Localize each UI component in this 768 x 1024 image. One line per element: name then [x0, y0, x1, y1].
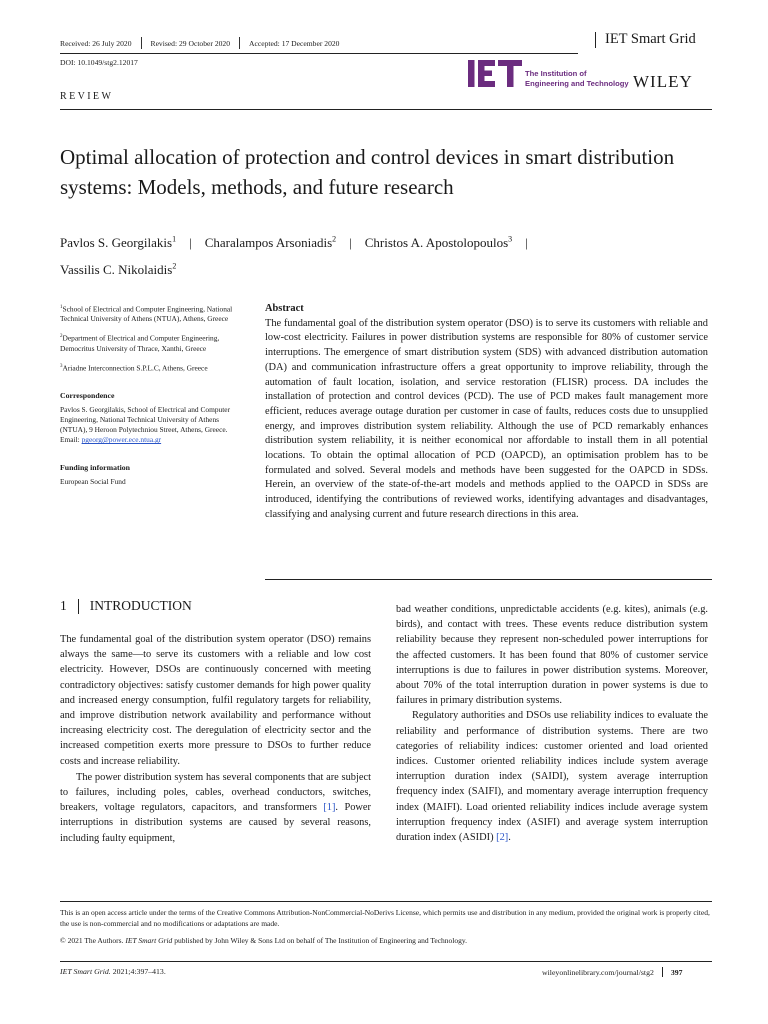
section-label: REVIEW [60, 91, 114, 102]
affiliation: $^1$School of Electrical and Computer Engineering, National Technical University of Athens (NTUA), Athens, Greece [60, 304, 233, 324]
license-notice: This is an open access article under the terms of the Creative Commons Attribution-NonCommercial-NoDerivs License, which permits use and distribution in any medium, provided the original work is properly cited, the use is non-commercial and no modifications or adaptations are made. [60, 908, 710, 928]
journal-url[interactable]: wileyonlinelibrary.com/journal/stg2 [542, 967, 654, 977]
footer-rule [60, 961, 712, 962]
copyright-notice: © 2021 The Authors. IET Smart Grid published by John Wiley & Sons Ltd on behalf of The Institution of Engineering and Technology. [60, 936, 468, 945]
divider [662, 967, 663, 977]
correspondence-email: Email: pgeorg@power.ece.ntua.gr [60, 435, 162, 445]
article-title: Optimal allocation of protection and control devices in smart distribution systems: Models, methods, and future research [60, 145, 675, 199]
divider [239, 37, 240, 49]
author-list [60, 228, 720, 281]
author[interactable]: Charalampos Arsoniadis$^2$ [204, 235, 337, 251]
paragraph: The fundamental goal of the distribution system operator (DSO) remains always the same—to serve its customers with a reliable and low cost electricity. However, DSOs are continuously concerned with meeting contradictory objectives: satisfy customer demands for high power quality and increased energy consumption, fulfil regulatory targets for reliability, and improve distribution network availability and performance without increasing electricity cost. The deregulation of electricity sector and the increased competition exerts more pressure to DSOs to further reduce costs and increase reliability. [60, 634, 371, 767]
author-separator: | [189, 235, 192, 251]
article-info-sidebar [60, 303, 245, 495]
page-number: 397 [670, 967, 683, 977]
doi[interactable]: DOI: 10.1049/stg2.12017 [60, 58, 138, 67]
footnote-rule [60, 901, 712, 902]
section-heading [60, 598, 192, 614]
paragraph: The power distribution system has several components that are subject to failures, including poles, cables, overhead conductors, switches, breakers, voltage regulators, capacitors, and transformers [1]. Power interruptions in distribution systems are caused by several reasons, including faulty equipment, [60, 771, 371, 844]
author[interactable]: Pavlos S. Georgilakis$^1$ [60, 235, 177, 251]
body-column-left [60, 632, 371, 882]
section-number: 1 [60, 598, 67, 613]
divider [78, 599, 79, 614]
abstract [265, 302, 708, 523]
affiliation: $^2$Department of Electrical and Computer Engineering, Democritus University of Thrace, Xanthi, Greece [60, 333, 220, 353]
section-title: INTRODUCTION [89, 598, 192, 613]
body-column-right-text [396, 602, 708, 882]
correspondence-text: Pavlos S. Georgilakis, School of Electrical and Computer Engineering, National Technical University of Athens (NTUA), 9 Heroon Polytechniou Street, Athens, Greece. [60, 405, 231, 435]
publisher-logos [465, 58, 711, 92]
correspondence-heading: Correspondence [60, 391, 115, 401]
received-date: Received: 26 July 2020 [60, 38, 132, 48]
revised-date: Revised: 29 October 2020 [150, 38, 231, 48]
accepted-date: Accepted: 17 December 2020 [249, 38, 340, 48]
wiley-logo: WILEY [633, 72, 693, 91]
iet-tagline: Engineering and Technology [525, 79, 629, 88]
footer-citation: IET Smart Grid. 2021;4:397–413. [60, 967, 166, 976]
abstract-heading: Abstract [265, 303, 304, 314]
divider [595, 32, 596, 48]
citation-link[interactable]: [1] [323, 802, 336, 814]
paragraph: bad weather conditions, unpredictable accidents (e.g. kites), animals (e.g. birds), and contact with trees. These events reduce distribution system reliability because they represent non-scheduled power interruptions for the affected customers. It has been found that 80% of customer service interruptions is due to failures in power distribution systems. Moreover, about 70% of the total interruption duration in power systems is due to failures in primary distribution systems. [396, 604, 708, 707]
paragraph: Regulatory authorities and DSOs use reliability indices to evaluate the reliability and performance of distribution systems. There are two categories of reliability indices: customer oriented and load oriented indices. Customer oriented reliability indices include system average interruption duration index (SAIDI), system average interruption frequency index (SAIFI), and momentary average interruption frequency index (MAIFI). Load oriented reliability indices include average system interruption frequency index (ASIFI) and average system interruption duration index (ASIDI) [2]. [396, 710, 708, 844]
author-separator: | [525, 235, 528, 251]
journal-name-header [595, 31, 696, 48]
iet-logo-icon [468, 60, 522, 87]
author-separator: | [349, 235, 352, 251]
abstract-rule [265, 579, 712, 580]
footer-right [542, 967, 683, 977]
header-rule [60, 109, 712, 110]
article-history [60, 37, 339, 49]
citation-link[interactable]: [2] [496, 832, 509, 844]
author[interactable]: Christos A. Apostolopoulos$^3$ [364, 235, 513, 251]
abstract-text: The fundamental goal of the distribution system operator (DSO) is to serve its customers with reliable and low-cost electricity. Failures in power distribution systems are responsible for 80% of customer service interruptions. The emergence of smart distribution system (SDS) with advanced distribution automation (DA) and communication infrastructure offers a great opportunity to improve reliability, through the automation of fault location, isolation, and service restoration (FLISR) process. DA includes the installation of protection and control devices (PCD). The use of PCD makes fault management more efficient, reduces average outage duration per customer in case of faults, reduces costs due to unsupplied energy, and improves distribution system reliability. Although the use of PCD remarkably enhances distribution system reliability, it is neither economical nor affordable to install them in all potential locations. To obtain the optimal allocation of PCD (OAPCD), an optimisation problem has to be formulated and solved. Several models and methods have been suggested for the OAPCD in SDSs. Herein, an overview of the state-of-the-art models and methods applied to the OAPCD in SDSs are introduced, identifying the contributions of reviewed works, identifying advantages and disadvantages, classifying and analysing current and future research directions in this area. [265, 317, 708, 520]
funding-text: European Social Fund [60, 477, 126, 487]
email-link[interactable]: pgeorg@power.ece.ntua.gr [81, 435, 162, 445]
journal-title: IET Smart Grid [605, 31, 696, 47]
iet-tagline: The Institution of [525, 69, 587, 78]
affiliation: $^3$Ariadne Interconnection S.P.L.C, Athens, Greece [60, 363, 208, 373]
header-rule [60, 53, 578, 54]
divider [141, 37, 142, 49]
iet-wiley-logo [465, 58, 711, 92]
funding-heading: Funding information [60, 463, 130, 473]
author[interactable]: Vassilis C. Nikolaidis$^2$ [60, 261, 177, 277]
